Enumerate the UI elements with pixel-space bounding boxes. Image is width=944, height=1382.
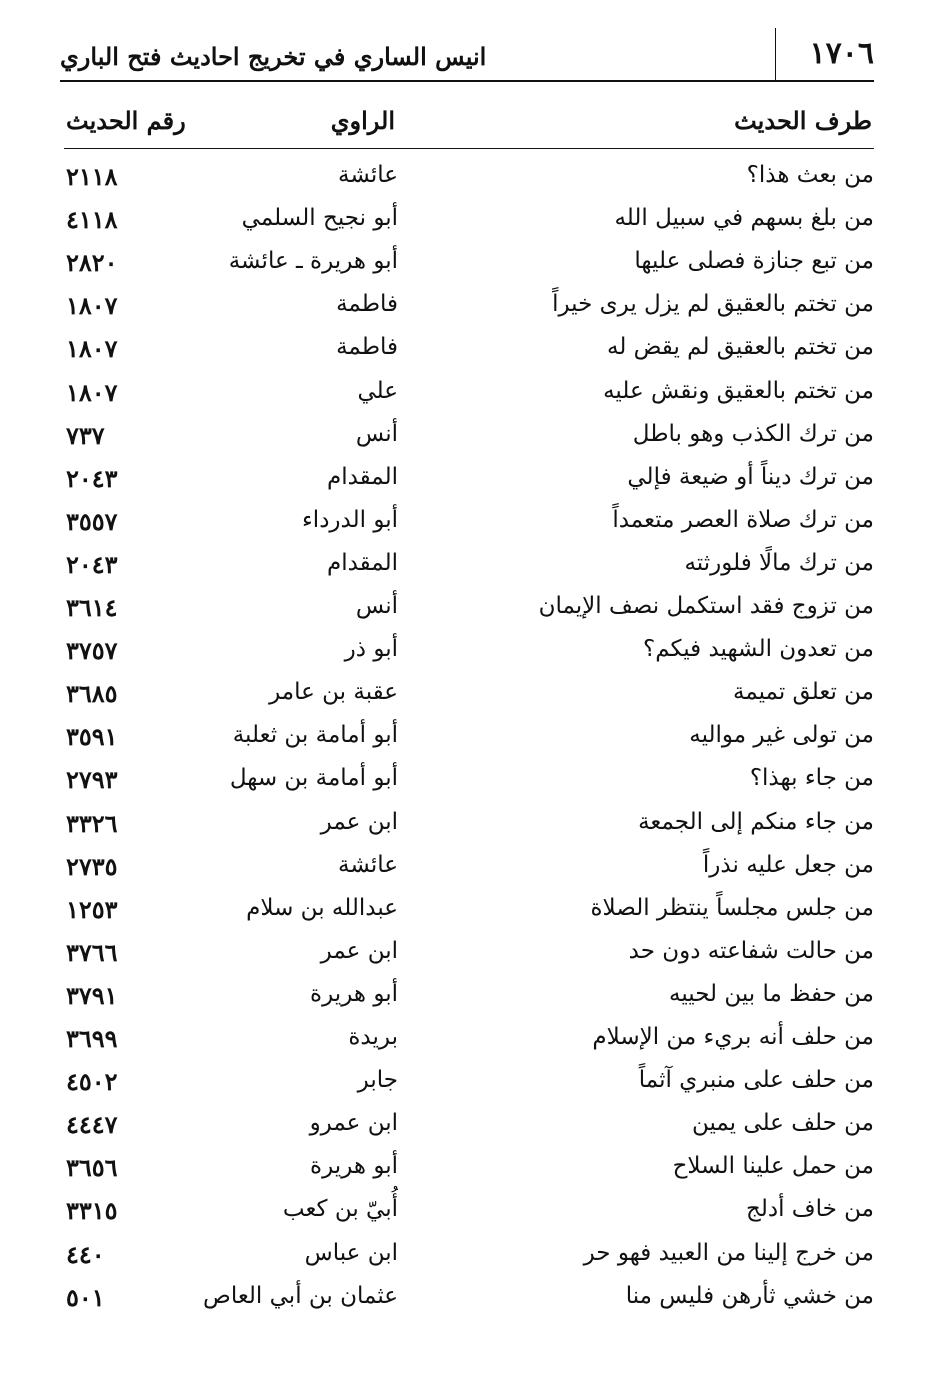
column-header-hadith: طرف الحديث bbox=[734, 106, 872, 135]
hadith-number: ٢٨٢٠ bbox=[66, 248, 118, 278]
hadith-text: من جاء منكم إلى الجمعة bbox=[638, 808, 874, 835]
hadith-number: ٣٦١٤ bbox=[66, 593, 118, 622]
column-header-narrator: الراوي bbox=[330, 106, 395, 135]
table-row bbox=[0, 291, 944, 334]
table-row bbox=[0, 507, 944, 550]
hadith-number: ٣٣٢٦ bbox=[66, 808, 118, 838]
hadith-number: ٣٦٨٥ bbox=[66, 679, 118, 709]
narrator-name: أبو هريرة ـ عائشة bbox=[228, 248, 398, 275]
header-rule bbox=[60, 80, 874, 82]
hadith-text: من تعدون الشهيد فيكم؟ bbox=[642, 636, 874, 663]
hadith-text: من حلف على منبري آثماً bbox=[638, 1067, 874, 1094]
page-header bbox=[60, 28, 874, 80]
hadith-text: من جاء بهذا؟ bbox=[749, 765, 874, 792]
narrator-name: فاطمة bbox=[336, 334, 398, 361]
hadith-number: ٢٧٩٣ bbox=[66, 765, 118, 795]
table-row bbox=[0, 679, 944, 722]
hadith-number: ١٨٠٧ bbox=[66, 377, 118, 407]
table-row bbox=[0, 334, 944, 377]
table-row bbox=[0, 1110, 944, 1153]
hadith-number: ٢٠٤٣ bbox=[66, 463, 118, 493]
hadith-number: ٤٤٤٧ bbox=[66, 1110, 118, 1140]
narrator-name: أبو أمامة بن ثعلبة bbox=[232, 722, 398, 749]
table-row bbox=[0, 1153, 944, 1196]
table-row bbox=[0, 938, 944, 981]
narrator-name: عثمان بن أبي العاص bbox=[203, 1282, 398, 1309]
narrator-name: فاطمة bbox=[336, 291, 398, 318]
table-row bbox=[0, 1283, 944, 1326]
hadith-number: ١٢٥٣ bbox=[66, 894, 118, 924]
hadith-text: من خرج إلينا من العبيد فهو حر bbox=[583, 1239, 874, 1266]
hadith-text: من تزوج فقد استكمل نصف الإيمان bbox=[538, 593, 874, 619]
narrator-name: أبو ذر bbox=[344, 636, 398, 663]
narrator-name: بريدة bbox=[348, 1024, 398, 1050]
hadith-number: ٢٠٤٣ bbox=[66, 549, 118, 579]
hadith-number: ٢٧٣٥ bbox=[66, 851, 118, 881]
narrator-name: علي bbox=[357, 377, 398, 404]
table-row bbox=[0, 593, 944, 636]
hadith-number: ٣٦٩٩ bbox=[66, 1024, 118, 1053]
narrator-name: ابن عمر bbox=[320, 808, 398, 835]
narrator-name: ابن عمرو bbox=[309, 1110, 398, 1137]
hadith-text: من ترك مالًا فلورثته bbox=[684, 549, 874, 576]
hadith-number: ٤١١٨ bbox=[66, 205, 118, 235]
hadith-text: من حلف على يمين bbox=[691, 1110, 874, 1137]
narrator-name: أبو هريرة bbox=[310, 980, 398, 1007]
narrator-name: المقدام bbox=[326, 549, 398, 576]
table-row bbox=[0, 162, 944, 205]
hadith-number: ١٨٠٧ bbox=[66, 291, 118, 321]
hadith-text: من جلس مجلساً ينتظر الصلاة bbox=[590, 894, 874, 921]
narrator-name: أبو أمامة بن سهل bbox=[229, 765, 398, 792]
table-row bbox=[0, 895, 944, 938]
column-header-rule bbox=[64, 148, 874, 149]
narrator-name: عقبة بن عامر bbox=[269, 679, 398, 706]
narrator-name: ابن عباس bbox=[304, 1239, 398, 1266]
hadith-number: ٣٥٥٧ bbox=[66, 506, 118, 536]
hadith-text: من بعث هذا؟ bbox=[746, 162, 874, 188]
hadith-number: ٣٣١٥ bbox=[66, 1196, 118, 1226]
table-row bbox=[0, 636, 944, 679]
table-row bbox=[0, 1240, 944, 1283]
table-row bbox=[0, 1067, 944, 1110]
narrator-name: المقدام bbox=[326, 463, 398, 490]
hadith-number: ٤٥٠٢ bbox=[66, 1067, 118, 1097]
hadith-text: من جعل عليه نذراً bbox=[702, 851, 874, 878]
hadith-text: من حلف أنه بريء من الإسلام bbox=[592, 1024, 874, 1050]
hadith-text: من تختم بالعقيق ونقش عليه bbox=[603, 377, 874, 404]
book-title: انيس الساري في تخريج احاديث فتح الباري bbox=[60, 42, 487, 71]
narrator-name: أنس bbox=[355, 420, 398, 447]
hadith-text: من خشي ثأرهن فليس منا bbox=[625, 1282, 874, 1309]
hadith-number: ١٨٠٧ bbox=[66, 334, 118, 364]
hadith-text: من تبع جنازة فصلى عليها bbox=[634, 248, 874, 275]
hadith-text: من ترك ديناً أو ضيعة فإلي bbox=[627, 463, 874, 490]
narrator-name: أبو الدرداء bbox=[301, 506, 398, 533]
hadith-number: ٤٤٠ bbox=[66, 1239, 105, 1269]
table-row bbox=[0, 981, 944, 1024]
hadith-text: من بلغ بسهم في سبيل الله bbox=[614, 205, 874, 232]
hadith-text: من تختم بالعقيق لم يقض له bbox=[606, 334, 874, 361]
narrator-name: أبو نجيح السلمي bbox=[241, 205, 398, 232]
hadith-number: ٣٧٩١ bbox=[66, 980, 118, 1010]
column-header-number: رقم الحديث bbox=[66, 106, 186, 135]
table-row bbox=[0, 248, 944, 291]
hadith-text: من تولى غير مواليه bbox=[689, 722, 874, 749]
narrator-name: عبدالله بن سلام bbox=[246, 894, 398, 921]
hadith-number: ٣٦٥٦ bbox=[66, 1153, 118, 1183]
narrator-name: عائشة bbox=[338, 162, 398, 188]
table-row bbox=[0, 1024, 944, 1067]
table-row bbox=[0, 464, 944, 507]
table-row bbox=[0, 550, 944, 593]
narrator-name: أنس bbox=[355, 593, 398, 619]
narrator-name: أُبيّ بن كعب bbox=[282, 1196, 398, 1223]
narrator-name: عائشة bbox=[338, 851, 398, 878]
hadith-number: ٣٧٦٦ bbox=[66, 937, 118, 967]
table-row bbox=[0, 1196, 944, 1239]
hadith-text: من حالت شفاعته دون حد bbox=[628, 937, 874, 964]
hadith-text: من خاف أدلج bbox=[745, 1196, 874, 1223]
hadith-text: من حمل علينا السلاح bbox=[672, 1153, 874, 1180]
header-divider bbox=[775, 28, 776, 82]
hadith-number: ٣٥٩١ bbox=[66, 722, 118, 752]
narrator-name: أبو هريرة bbox=[310, 1153, 398, 1180]
hadith-number: ٢١١٨ bbox=[66, 162, 118, 191]
hadith-number: ٣٧٥٧ bbox=[66, 636, 118, 666]
hadith-text: من حفظ ما بين لحييه bbox=[668, 980, 874, 1007]
narrator-name: جابر bbox=[357, 1067, 398, 1094]
hadith-number: ٥٠١ bbox=[66, 1282, 105, 1312]
table-row bbox=[0, 378, 944, 421]
hadith-number: ٧٣٧ bbox=[66, 420, 105, 450]
table-row bbox=[0, 809, 944, 852]
table-row bbox=[0, 765, 944, 808]
table-row bbox=[0, 205, 944, 248]
hadith-text: من تختم بالعقيق لم يزل يرى خيراً bbox=[552, 291, 874, 318]
hadith-text: من تعلق تميمة bbox=[732, 679, 874, 706]
page-number: ١٧٠٦ bbox=[809, 36, 874, 71]
table-row bbox=[0, 421, 944, 464]
hadith-text: من ترك صلاة العصر متعمداً bbox=[612, 506, 874, 533]
table-row bbox=[0, 722, 944, 765]
table-row bbox=[0, 852, 944, 895]
narrator-name: ابن عمر bbox=[320, 937, 398, 964]
hadith-text: من ترك الكذب وهو باطل bbox=[632, 420, 874, 447]
